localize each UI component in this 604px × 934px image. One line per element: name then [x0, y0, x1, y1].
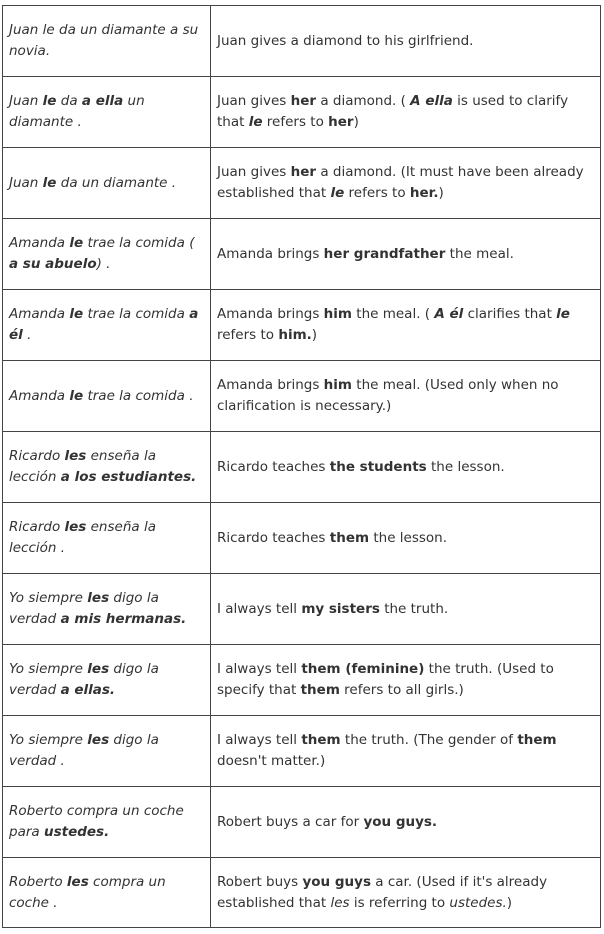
- bold-text: le: [248, 114, 263, 130]
- text-run: Ricardo: [9, 519, 65, 535]
- bold-text: le: [69, 235, 84, 251]
- text-run: the meal. (: [351, 306, 435, 322]
- text-run: Robert buys a car for: [217, 813, 364, 830]
- spanish-cell: [3, 574, 211, 645]
- text-run: I always tell: [217, 600, 302, 617]
- table-row: [3, 787, 601, 858]
- english-cell: [211, 787, 601, 858]
- text-run: Robert buys: [217, 873, 303, 890]
- bold-text: them: [517, 732, 557, 748]
- english-cell: [211, 290, 601, 361]
- text-run: is used to clarify that: [217, 93, 569, 130]
- text-run: compra un coche .: [9, 873, 166, 911]
- text-run: is referring to: [349, 894, 450, 911]
- bold-text: les: [87, 590, 110, 606]
- table-row: [3, 148, 601, 219]
- text-run: Juan: [9, 93, 43, 109]
- bold-text: you guys: [302, 873, 371, 890]
- text-run: Roberto compra un coche para: [9, 803, 184, 840]
- table-row: [3, 645, 601, 716]
- text-run: Roberto: [9, 873, 67, 890]
- text-run: Ricardo teaches: [217, 458, 330, 475]
- text-run: enseña la lección .: [9, 519, 156, 556]
- table-row: [3, 77, 601, 148]
- text-run: Juan gives a diamond to his girlfriend.: [217, 32, 474, 49]
- spanish-cell: [3, 503, 211, 574]
- bold-text: a mis hermanas.: [60, 611, 187, 627]
- spanish-cell: [3, 361, 211, 432]
- table-row: [3, 290, 601, 361]
- italic-text: ustedes.: [449, 894, 507, 911]
- table-row: [3, 858, 601, 928]
- bold-text: a los estudiantes.: [60, 469, 197, 485]
- table-row: [3, 716, 601, 787]
- text-run: a diamond. (: [316, 93, 411, 109]
- english-cell: [211, 645, 601, 716]
- text-run: Amanda: [9, 306, 70, 322]
- spanish-cell: [3, 716, 211, 787]
- text-run: a car. (Used if it's already established that: [217, 873, 548, 911]
- spanish-cell: [3, 858, 211, 928]
- text-run: the truth. (The gender of: [340, 732, 518, 748]
- spanish-cell: [3, 645, 211, 716]
- text-run: trae la comida: [83, 306, 190, 322]
- bold-text: her: [290, 93, 317, 109]
- text-run: the meal.: [445, 245, 514, 262]
- text-run: ): [506, 894, 513, 911]
- text-run: the lesson.: [369, 529, 448, 546]
- text-run: trae la comida (: [83, 235, 195, 251]
- text-run: I always tell: [217, 661, 302, 677]
- text-run: Amanda: [9, 235, 70, 251]
- text-run: Ricardo: [9, 448, 65, 464]
- bold-text: le: [42, 174, 57, 191]
- text-run: ): [353, 114, 359, 130]
- table-row: [3, 574, 601, 645]
- text-run: Amanda brings: [217, 306, 324, 322]
- bold-text: my sisters: [301, 600, 380, 617]
- spanish-cell: [3, 290, 211, 361]
- table-row: [3, 219, 601, 290]
- text-run: the truth.: [379, 600, 449, 617]
- spanish-cell: [3, 6, 211, 77]
- text-run: trae la comida .: [83, 387, 194, 404]
- text-run: the meal. (Used only when no clarification is necessary.): [217, 377, 559, 414]
- bold-text: A él: [434, 306, 464, 322]
- bold-text: le: [556, 306, 570, 322]
- indirect-object-pronoun-table: [2, 5, 601, 928]
- bold-text: a ella: [81, 93, 124, 109]
- bold-text: her: [328, 114, 354, 130]
- text-run: the truth. (Used to specify that: [217, 661, 554, 698]
- bold-text: them (feminine): [301, 661, 425, 677]
- bold-text: le: [69, 306, 84, 322]
- bold-text: them: [329, 529, 370, 546]
- bold-text: le: [69, 387, 84, 404]
- text-run: Juan: [9, 174, 43, 191]
- text-run: a diamond. (It must have been already established that: [217, 164, 584, 201]
- bold-text: them: [300, 682, 340, 698]
- text-run: the lesson.: [426, 458, 505, 475]
- bold-text: le: [42, 93, 57, 109]
- bold-text: a él: [9, 306, 199, 343]
- bold-text: les: [64, 519, 87, 535]
- text-run: refers to all girls.): [339, 682, 464, 698]
- text-run: I always tell: [217, 732, 302, 748]
- text-run: clarifies that: [463, 306, 557, 322]
- spanish-cell: [3, 148, 211, 219]
- text-run: refers to: [262, 114, 329, 130]
- text-run: .: [22, 327, 32, 343]
- bold-text: him: [323, 306, 352, 322]
- text-run: Juan gives: [217, 164, 291, 180]
- table-row: [3, 361, 601, 432]
- text-run: Juan le da un diamante a su novia.: [9, 22, 199, 59]
- italic-text: les: [330, 894, 350, 911]
- spanish-cell: [3, 787, 211, 858]
- text-run: digo la verdad .: [9, 732, 159, 769]
- text-run: digo la verdad: [9, 590, 159, 627]
- bold-text: the students: [329, 458, 427, 475]
- text-run: da: [56, 93, 82, 109]
- text-run: Juan gives: [217, 93, 291, 109]
- bold-text: A ella: [410, 93, 453, 109]
- bold-text: them: [301, 732, 341, 748]
- text-run: Amanda: [9, 387, 70, 404]
- text-run: ): [438, 185, 444, 201]
- bold-text: you guys.: [363, 813, 438, 830]
- table-body: [3, 6, 601, 928]
- text-run: enseña la lección: [9, 448, 156, 485]
- bold-text: a su abuelo: [9, 256, 97, 272]
- text-run: Ricardo teaches: [217, 529, 330, 546]
- text-run: ) .: [96, 256, 111, 272]
- table-row: [3, 6, 601, 77]
- text-run: Yo siempre: [9, 590, 88, 606]
- bold-text: les: [87, 661, 110, 677]
- english-cell: [211, 503, 601, 574]
- text-run: Amanda brings: [217, 377, 324, 393]
- text-run: da un diamante .: [56, 174, 177, 191]
- text-run: refers to: [217, 327, 279, 343]
- table-row: [3, 503, 601, 574]
- english-cell: [211, 432, 601, 503]
- bold-text: her: [290, 164, 317, 180]
- bold-text: her grandfather: [323, 245, 446, 262]
- english-cell: [211, 148, 601, 219]
- english-cell: [211, 219, 601, 290]
- spanish-cell: [3, 432, 211, 503]
- english-cell: [211, 716, 601, 787]
- text-run: digo la verdad: [9, 661, 159, 698]
- english-cell: [211, 361, 601, 432]
- bold-text: him: [323, 377, 352, 393]
- text-run: un diamante .: [9, 93, 145, 130]
- text-run: Yo siempre: [9, 732, 88, 748]
- bold-text: les: [64, 448, 87, 464]
- english-cell: [211, 6, 601, 77]
- bold-text: le: [330, 185, 345, 201]
- bold-text: a ellas.: [60, 682, 116, 698]
- text-run: Yo siempre: [9, 661, 88, 677]
- text-run: doesn't matter.): [217, 753, 326, 769]
- bold-text: ustedes.: [43, 824, 110, 840]
- bold-text: him.: [278, 327, 312, 343]
- spanish-cell: [3, 77, 211, 148]
- bold-text: her.: [409, 185, 439, 201]
- bold-text: les: [87, 732, 110, 748]
- text-run: ): [311, 327, 318, 343]
- english-cell: [211, 858, 601, 928]
- english-cell: [211, 574, 601, 645]
- text-run: Amanda brings: [217, 245, 324, 262]
- table-row: [3, 432, 601, 503]
- english-cell: [211, 77, 601, 148]
- text-run: refers to: [344, 185, 410, 201]
- spanish-cell: [3, 219, 211, 290]
- bold-text: les: [66, 873, 89, 890]
